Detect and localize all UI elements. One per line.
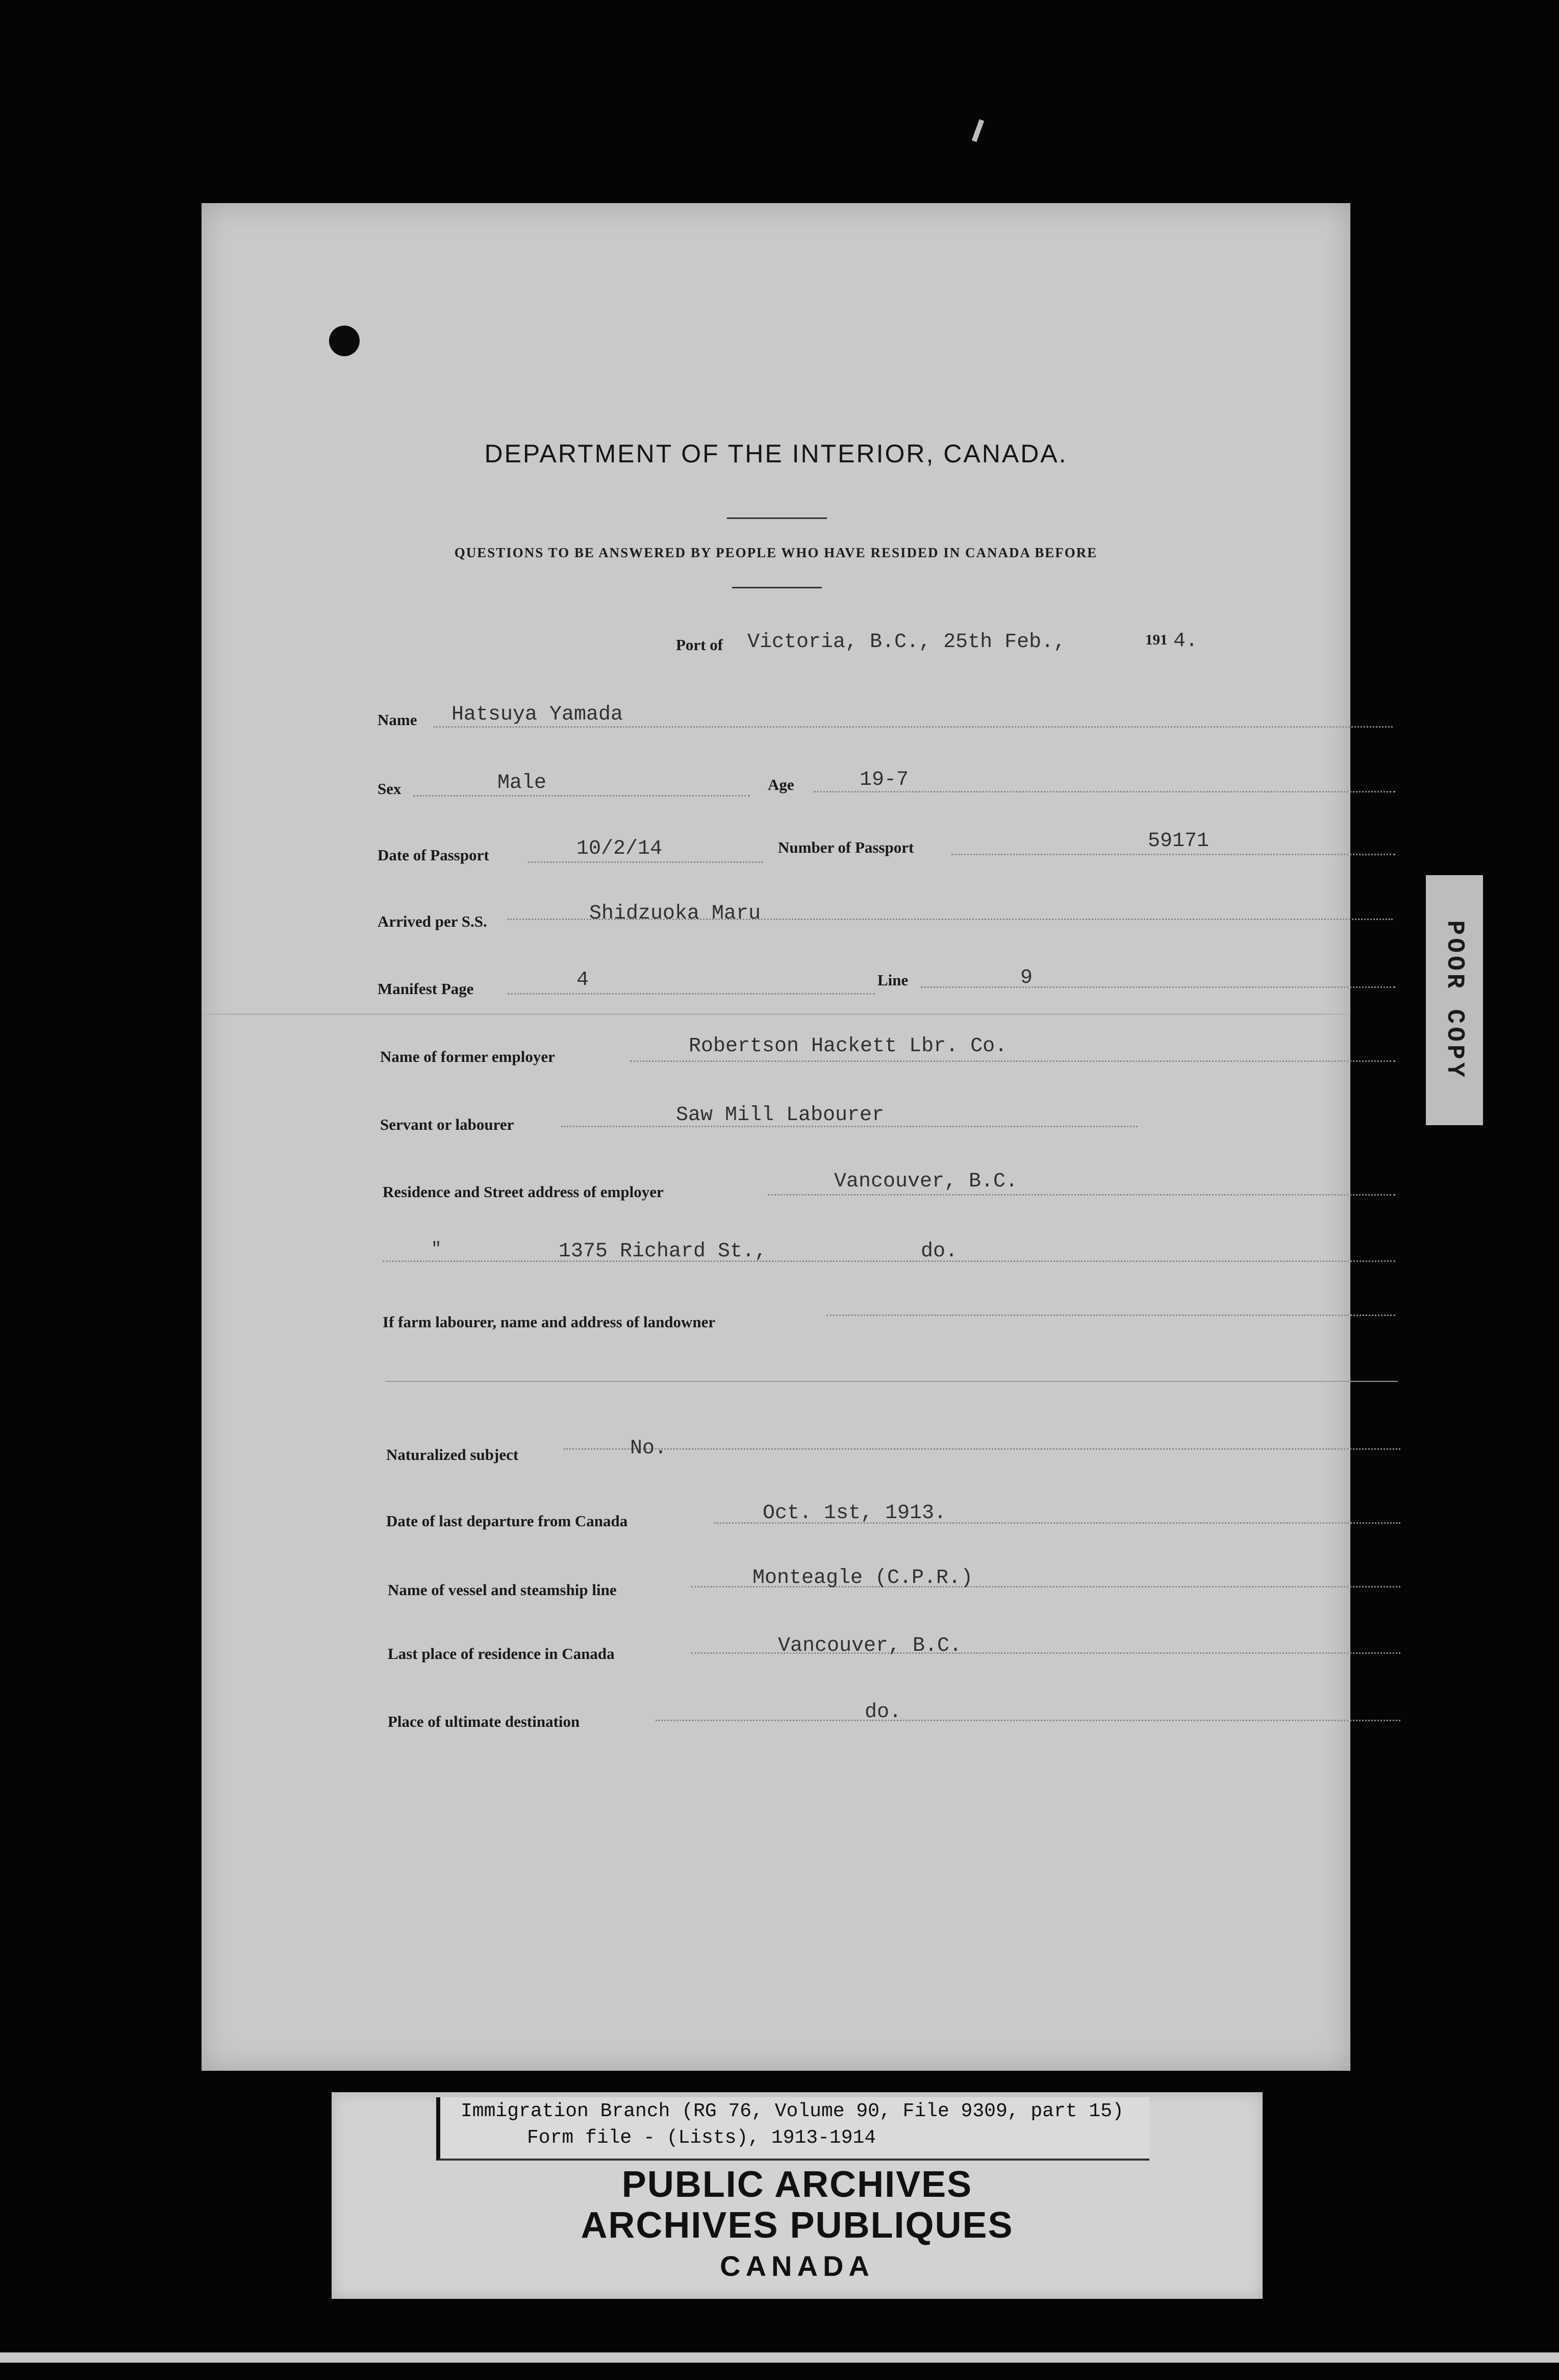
age-value: 19-7 [860, 768, 909, 791]
archive-label-card [332, 2092, 1263, 2299]
citation-line-1: Immigration Branch (RG 76, Volume 90, File 9309, part 15) [461, 2100, 1124, 2122]
poor-copy-text: POOR COPY [1441, 920, 1468, 1080]
passport-number-label: Number of Passport [778, 838, 914, 856]
heading-rule [727, 517, 827, 519]
vessel-value: Monteagle (C.P.R.) [752, 1567, 973, 1590]
servant-value: Saw Mill Labourer [676, 1104, 885, 1127]
immigration-form [202, 203, 1350, 2071]
subtitle-rule [732, 587, 822, 588]
canada-title: CANADA [720, 2250, 874, 2282]
name-value: Hatsuya Yamada [451, 703, 623, 726]
fold-line [202, 1013, 1350, 1015]
ditto-mark: " [431, 1240, 442, 1259]
manifest-page-value: 4 [576, 969, 589, 991]
naturalized-label: Naturalized subject [386, 1446, 519, 1464]
sex-label: Sex [378, 780, 401, 798]
passport-date-label: Date of Passport [378, 846, 489, 864]
last-residence-label: Last place of residence in Canada [388, 1645, 615, 1663]
destination-label: Place of ultimate destination [388, 1713, 580, 1730]
servant-label: Servant or labourer [380, 1115, 514, 1133]
former-employer-value: Robertson Hackett Lbr. Co. [689, 1035, 1008, 1058]
line-value: 9 [1020, 966, 1033, 989]
year-suffix: 4. [1173, 630, 1198, 653]
naturalized-value: No. [630, 1437, 667, 1460]
passport-number-value: 59171 [1148, 830, 1210, 853]
arrived-label: Arrived per S.S. [378, 912, 487, 930]
film-scratch-mark [972, 119, 984, 142]
age-label: Age [768, 776, 794, 794]
sex-value: Male [497, 772, 547, 795]
departure-label: Date of last departure from Canada [386, 1512, 628, 1530]
arrived-value: Shidzuoka Maru [589, 902, 761, 925]
archive-citation [436, 2097, 1149, 2161]
vessel-label: Name of vessel and steamship line [388, 1581, 617, 1599]
farm-label: If farm labourer, name and address of landowner [383, 1313, 716, 1331]
citation-line-2: Form file - (Lists), 1913-1914 [527, 2127, 876, 2149]
line-label: Line [877, 971, 909, 989]
public-archives-title: PUBLIC ARCHIVES [621, 2164, 973, 2205]
form-subtitle: QUESTIONS TO BE ANSWERED BY PEOPLE WHO HAVE RESIDED IN CANADA BEFORE [454, 545, 1098, 560]
departure-value: Oct. 1st, 1913. [763, 1502, 947, 1525]
punch-hole [329, 326, 360, 356]
residence-street-value: 1375 Richard St., [559, 1240, 767, 1263]
residence-label: Residence and Street address of employer [383, 1183, 664, 1201]
former-employer-label: Name of former employer [380, 1048, 555, 1065]
poor-copy-stamp [1426, 875, 1483, 1125]
last-residence-value: Vancouver, B.C. [778, 1634, 962, 1657]
destination-value: do. [865, 1701, 902, 1724]
archives-publiques-title: ARCHIVES PUBLIQUES [581, 2205, 1014, 2246]
name-label: Name [378, 711, 417, 729]
port-label: Port of [676, 636, 723, 654]
residence-value: Vancouver, B.C. [834, 1170, 1018, 1193]
year-prefix: 191 [1145, 632, 1168, 648]
passport-date-value: 10/2/14 [576, 837, 663, 860]
film-edge-strip [0, 2352, 1559, 2363]
port-value: Victoria, B.C., 25th Feb., [747, 631, 1066, 654]
manifest-page-label: Manifest Page [378, 980, 474, 998]
department-heading: DEPARTMENT OF THE INTERIOR, CANADA. [484, 439, 1068, 468]
residence-ditto-value: do. [921, 1240, 958, 1263]
